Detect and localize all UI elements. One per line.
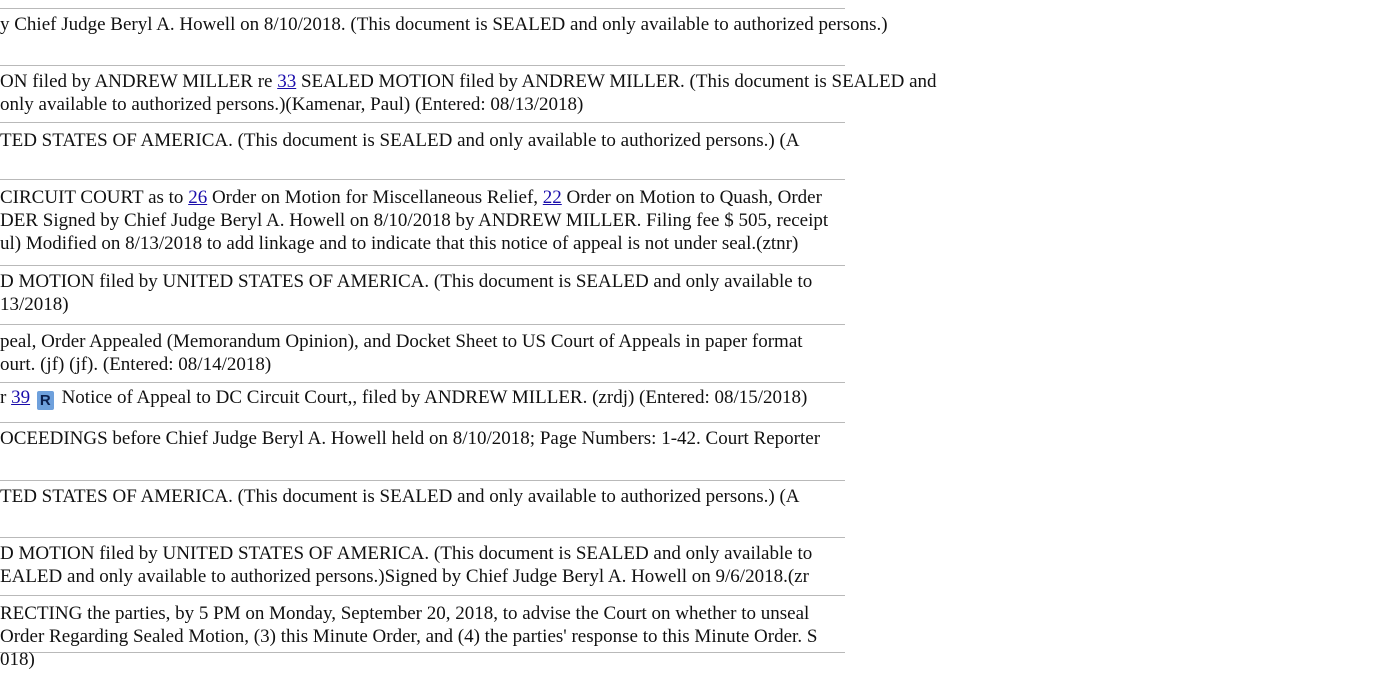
docket-text: 018) bbox=[0, 649, 35, 670]
restricted-document-badge-icon[interactable]: R bbox=[37, 391, 54, 410]
row-divider bbox=[0, 265, 845, 266]
docket-text bbox=[30, 387, 35, 408]
docket-entry-text-line bbox=[0, 210, 1400, 232]
docket-text: peal, Order Appealed (Memorandum Opinion), and Docket Sheet to US Court of Appeals in paper format bbox=[0, 331, 803, 352]
docket-text: DER Signed by Chief Judge Beryl A. Howell on 8/10/2018 by ANDREW MILLER. Filing fee $ 505, receipt bbox=[0, 210, 829, 231]
docket-entry-text-line bbox=[0, 543, 1400, 565]
docket-entry-text-line bbox=[0, 294, 1400, 316]
docket-document-link[interactable]: 39 bbox=[11, 387, 31, 408]
docket-entry-text-line bbox=[0, 566, 1400, 588]
row-divider bbox=[0, 8, 845, 9]
docket-text: ul) Modified on 8/13/2018 to add linkage and to indicate that this notice of appeal is not under seal.(ztnr) bbox=[0, 233, 799, 254]
docket-entry-text-line bbox=[0, 649, 1400, 671]
docket-entry-text-line bbox=[0, 354, 1400, 376]
docket-entry-text-line bbox=[0, 94, 1400, 116]
docket-text: Order on Motion to Quash, Order bbox=[561, 187, 822, 208]
docket-text: SEALED MOTION filed by ANDREW MILLER. (This document is SEALED and bbox=[296, 71, 937, 92]
docket-entry-text-line bbox=[0, 271, 1400, 293]
row-divider bbox=[0, 65, 845, 66]
docket-text: 13/2018) bbox=[0, 294, 69, 315]
docket-text: ourt. (jf) (jf). (Entered: 08/14/2018) bbox=[0, 354, 272, 375]
docket-text: RECTING the parties, by 5 PM on Monday, September 20, 2018, to advise the Court on whether to unseal bbox=[0, 603, 810, 624]
docket-text: OCEEDINGS before Chief Judge Beryl A. Howell held on 8/10/2018; Page Numbers: 1-42. Court Reporter bbox=[0, 428, 821, 449]
docket-entry-text-line bbox=[0, 14, 1400, 36]
docket-document-link[interactable]: 26 bbox=[188, 187, 208, 208]
row-divider bbox=[0, 480, 845, 481]
row-divider bbox=[0, 179, 845, 180]
docket-text: TED STATES OF AMERICA. (This document is SEALED and only available to authorized persons.) (A bbox=[0, 130, 800, 151]
row-divider bbox=[0, 537, 845, 538]
docket-entry-text-line bbox=[0, 130, 1400, 152]
docket-text: TED STATES OF AMERICA. (This document is SEALED and only available to authorized persons.) (A bbox=[0, 486, 800, 507]
docket-text: y Chief Judge Beryl A. Howell on 8/10/2018. (This document is SEALED and only available to authorized persons.) bbox=[0, 14, 888, 35]
docket-text: r bbox=[0, 387, 12, 408]
docket-entry-text-line bbox=[0, 331, 1400, 353]
docket-entry-text-line bbox=[0, 486, 1400, 508]
docket-entry-text-line bbox=[0, 387, 1400, 410]
docket-text: CIRCUIT COURT as to bbox=[0, 187, 189, 208]
docket-text: Order Regarding Sealed Motion, (3) this Minute Order, and (4) the parties' response to this Minute Order. S bbox=[0, 626, 818, 647]
docket-entry-text-line bbox=[0, 603, 1400, 625]
docket-text: D MOTION filed by UNITED STATES OF AMERICA. (This document is SEALED and only available to bbox=[0, 543, 813, 564]
row-divider bbox=[0, 382, 845, 383]
docket-entry-text-line bbox=[0, 71, 1400, 93]
row-divider bbox=[0, 422, 845, 423]
docket-text: only available to authorized persons.)(Kamenar, Paul) (Entered: 08/13/2018) bbox=[0, 94, 584, 115]
docket-text: D MOTION filed by UNITED STATES OF AMERICA. (This document is SEALED and only available to bbox=[0, 271, 813, 292]
row-divider bbox=[0, 595, 845, 596]
docket-entry-text-line bbox=[0, 626, 1400, 648]
docket-text: Notice of Appeal to DC Circuit Court,, filed by ANDREW MILLER. (zrdj) (Entered: 08/15/2018) bbox=[56, 387, 808, 408]
docket-text: Order on Motion for Miscellaneous Relief, bbox=[207, 187, 543, 208]
docket-entry-text-line bbox=[0, 233, 1400, 255]
docket-text: EALED and only available to authorized persons.)Signed by Chief Judge Beryl A. Howell on 9/6/2018.(zr bbox=[0, 566, 809, 587]
row-divider bbox=[0, 324, 845, 325]
docket-text: ON filed by ANDREW MILLER re bbox=[0, 71, 278, 92]
docket-document-link[interactable]: 22 bbox=[542, 187, 562, 208]
docket-entry-text-line bbox=[0, 187, 1400, 209]
docket-entry-text-line bbox=[0, 428, 1400, 450]
row-divider bbox=[0, 122, 845, 123]
docket-document-link[interactable]: 33 bbox=[277, 71, 297, 92]
